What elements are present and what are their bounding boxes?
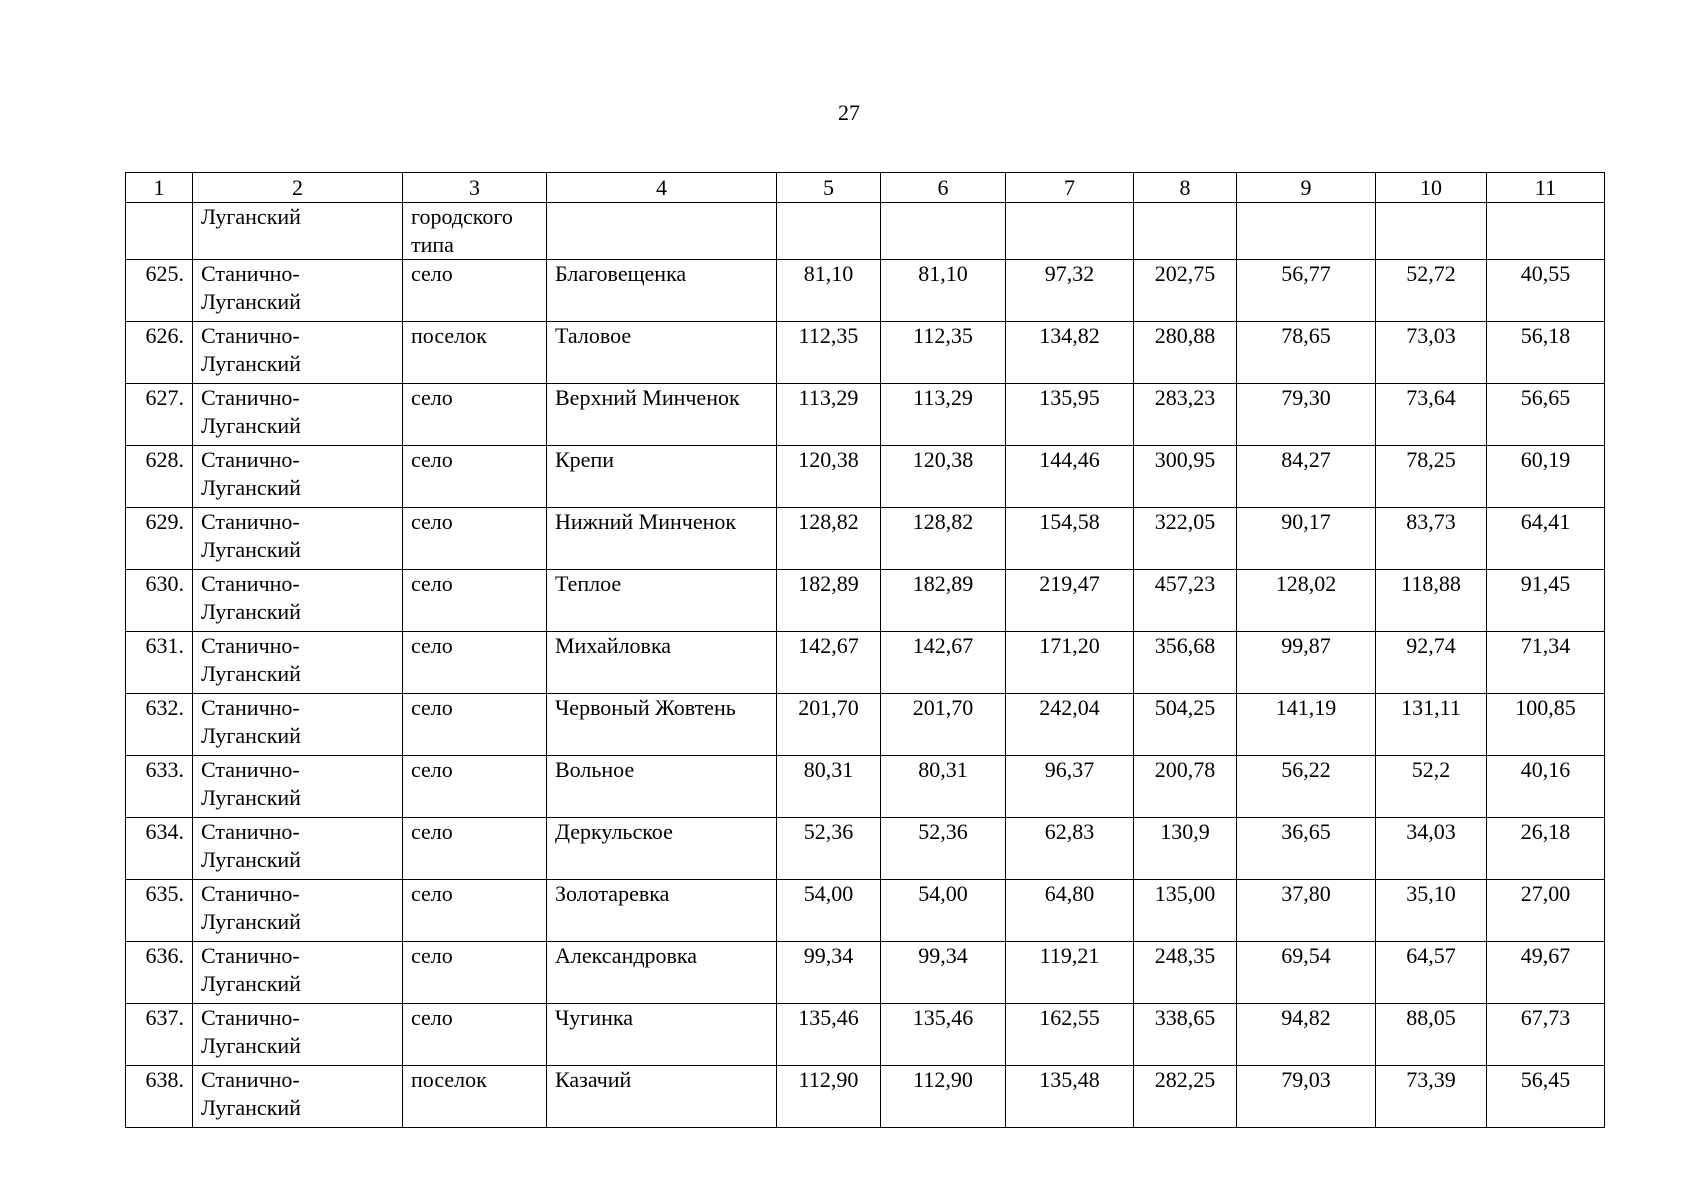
value-cell-col-9: 141,19	[1237, 694, 1376, 756]
value-cell-col-8: 283,23	[1134, 384, 1237, 446]
settlement-type-cell: городского типа	[403, 203, 547, 260]
value-cell-col-10: 73,39	[1376, 1066, 1487, 1128]
value-cell-col-7: 171,20	[1006, 632, 1134, 694]
value-cell-col-8: 135,00	[1134, 880, 1237, 942]
row-number-cell: 637.	[126, 1004, 193, 1066]
value-cell-col-6: 182,89	[881, 570, 1006, 632]
value-cell-col-11: 91,45	[1487, 570, 1605, 632]
settlement-type-cell: село	[403, 880, 547, 942]
value-cell-col-8: 356,68	[1134, 632, 1237, 694]
value-cell-col-10	[1376, 203, 1487, 260]
table-row	[126, 1066, 1605, 1128]
district-cell: Станично-Луганский	[193, 384, 403, 446]
settlement-type-cell: село	[403, 694, 547, 756]
settlement-type-cell: село	[403, 818, 547, 880]
value-cell-col-10: 92,74	[1376, 632, 1487, 694]
value-cell-col-8: 202,75	[1134, 260, 1237, 322]
value-cell-col-8: 457,23	[1134, 570, 1237, 632]
value-cell-col-11: 27,00	[1487, 880, 1605, 942]
settlement-type-cell: село	[403, 384, 547, 446]
column-header-3: 3	[403, 173, 547, 203]
table-row	[126, 508, 1605, 570]
table-row	[126, 384, 1605, 446]
row-number-cell: 634.	[126, 818, 193, 880]
district-cell: Станично-Луганский	[193, 446, 403, 508]
value-cell-col-5: 80,31	[777, 756, 881, 818]
value-cell-col-11: 64,41	[1487, 508, 1605, 570]
value-cell-col-6: 99,34	[881, 942, 1006, 1004]
row-number-cell: 625.	[126, 260, 193, 322]
settlement-type-cell: село	[403, 260, 547, 322]
value-cell-col-10: 73,03	[1376, 322, 1487, 384]
value-cell-col-5: 99,34	[777, 942, 881, 1004]
value-cell-col-10: 118,88	[1376, 570, 1487, 632]
value-cell-col-8: 130,9	[1134, 818, 1237, 880]
table-row	[126, 818, 1605, 880]
value-cell-col-5: 135,46	[777, 1004, 881, 1066]
row-number-cell: 638.	[126, 1066, 193, 1128]
row-number-cell: 628.	[126, 446, 193, 508]
row-number-cell: 633.	[126, 756, 193, 818]
value-cell-col-5: 81,10	[777, 260, 881, 322]
value-cell-col-7: 162,55	[1006, 1004, 1134, 1066]
value-cell-col-9: 79,30	[1237, 384, 1376, 446]
value-cell-col-5: 128,82	[777, 508, 881, 570]
value-cell-col-11: 56,18	[1487, 322, 1605, 384]
settlement-name-cell: Червоный Жовтень	[547, 694, 777, 756]
table-row	[126, 446, 1605, 508]
value-cell-col-7: 219,47	[1006, 570, 1134, 632]
district-cell: Станично-Луганский	[193, 694, 403, 756]
value-cell-col-11: 40,16	[1487, 756, 1605, 818]
value-cell-col-5: 52,36	[777, 818, 881, 880]
settlement-name-cell: Верхний Минченок	[547, 384, 777, 446]
value-cell-col-9: 84,27	[1237, 446, 1376, 508]
settlement-name-cell: Чугинка	[547, 1004, 777, 1066]
value-cell-col-10: 83,73	[1376, 508, 1487, 570]
settlement-name-cell: Вольное	[547, 756, 777, 818]
district-cell: Станично-Луганский	[193, 322, 403, 384]
settlement-type-cell: село	[403, 632, 547, 694]
value-cell-col-9: 94,82	[1237, 1004, 1376, 1066]
settlement-name-cell: Деркульское	[547, 818, 777, 880]
value-cell-col-10: 34,03	[1376, 818, 1487, 880]
column-header-2: 2	[193, 173, 403, 203]
settlement-type-cell: село	[403, 446, 547, 508]
value-cell-col-8: 200,78	[1134, 756, 1237, 818]
value-cell-col-5: 120,38	[777, 446, 881, 508]
value-cell-col-6	[881, 203, 1006, 260]
value-cell-col-5: 54,00	[777, 880, 881, 942]
column-header-5: 5	[777, 173, 881, 203]
value-cell-col-7: 242,04	[1006, 694, 1134, 756]
value-cell-col-9: 36,65	[1237, 818, 1376, 880]
value-cell-col-8: 282,25	[1134, 1066, 1237, 1128]
value-cell-col-9: 90,17	[1237, 508, 1376, 570]
district-cell: Станично-Луганский	[193, 756, 403, 818]
row-number-cell: 630.	[126, 570, 193, 632]
value-cell-col-9: 37,80	[1237, 880, 1376, 942]
table-row	[126, 694, 1605, 756]
value-cell-col-9: 99,87	[1237, 632, 1376, 694]
value-cell-col-11: 100,85	[1487, 694, 1605, 756]
value-cell-col-7: 119,21	[1006, 942, 1134, 1004]
settlement-name-cell: Казачий	[547, 1066, 777, 1128]
value-cell-col-7: 135,48	[1006, 1066, 1134, 1128]
value-cell-col-10: 78,25	[1376, 446, 1487, 508]
row-number-cell	[126, 203, 193, 260]
value-cell-col-5: 142,67	[777, 632, 881, 694]
value-cell-col-6: 112,90	[881, 1066, 1006, 1128]
value-cell-col-9	[1237, 203, 1376, 260]
row-number-cell: 627.	[126, 384, 193, 446]
settlement-type-cell: поселок	[403, 322, 547, 384]
value-cell-col-11: 71,34	[1487, 632, 1605, 694]
value-cell-col-6: 142,67	[881, 632, 1006, 694]
value-cell-col-9: 56,22	[1237, 756, 1376, 818]
value-cell-col-7	[1006, 203, 1134, 260]
value-cell-col-5: 112,35	[777, 322, 881, 384]
value-cell-col-8: 322,05	[1134, 508, 1237, 570]
table-row	[126, 632, 1605, 694]
settlement-name-cell: Крепи	[547, 446, 777, 508]
value-cell-col-9: 56,77	[1237, 260, 1376, 322]
row-number-cell: 629.	[126, 508, 193, 570]
row-number-cell: 636.	[126, 942, 193, 1004]
table-row	[126, 880, 1605, 942]
settlement-name-cell: Михайловка	[547, 632, 777, 694]
value-cell-col-6: 54,00	[881, 880, 1006, 942]
value-cell-col-8: 248,35	[1134, 942, 1237, 1004]
value-cell-col-11: 56,65	[1487, 384, 1605, 446]
value-cell-col-5: 182,89	[777, 570, 881, 632]
table-row	[126, 1004, 1605, 1066]
value-cell-col-10: 52,2	[1376, 756, 1487, 818]
value-cell-col-9: 69,54	[1237, 942, 1376, 1004]
row-number-cell: 626.	[126, 322, 193, 384]
table-header	[126, 173, 1605, 203]
value-cell-col-6: 120,38	[881, 446, 1006, 508]
value-cell-col-11	[1487, 203, 1605, 260]
district-cell: Станично-Луганский	[193, 508, 403, 570]
value-cell-col-7: 134,82	[1006, 322, 1134, 384]
column-header-9: 9	[1237, 173, 1376, 203]
value-cell-col-5: 113,29	[777, 384, 881, 446]
value-cell-col-7: 96,37	[1006, 756, 1134, 818]
value-cell-col-11: 67,73	[1487, 1004, 1605, 1066]
column-header-6: 6	[881, 173, 1006, 203]
district-cell: Станично-Луганский	[193, 1066, 403, 1128]
value-cell-col-6: 135,46	[881, 1004, 1006, 1066]
value-cell-col-6: 81,10	[881, 260, 1006, 322]
page-number: 27	[838, 100, 860, 125]
table-row	[126, 756, 1605, 818]
value-cell-col-7: 64,80	[1006, 880, 1134, 942]
value-cell-col-6: 201,70	[881, 694, 1006, 756]
settlement-type-cell: село	[403, 570, 547, 632]
value-cell-col-8: 338,65	[1134, 1004, 1237, 1066]
column-header-7: 7	[1006, 173, 1134, 203]
table-row	[126, 570, 1605, 632]
row-number-cell: 632.	[126, 694, 193, 756]
district-cell: Станично-Луганский	[193, 942, 403, 1004]
value-cell-col-6: 128,82	[881, 508, 1006, 570]
value-cell-col-5: 201,70	[777, 694, 881, 756]
table-row	[126, 322, 1605, 384]
column-header-1: 1	[126, 173, 193, 203]
table-row-continuation	[126, 203, 1605, 260]
settlement-type-cell: село	[403, 508, 547, 570]
value-cell-col-10: 131,11	[1376, 694, 1487, 756]
settlement-name-cell: Таловое	[547, 322, 777, 384]
district-cell: Станично-Луганский	[193, 570, 403, 632]
data-table	[125, 172, 1605, 1128]
district-cell: Луганский	[193, 203, 403, 260]
value-cell-col-8: 300,95	[1134, 446, 1237, 508]
table-row	[126, 942, 1605, 1004]
value-cell-col-8: 504,25	[1134, 694, 1237, 756]
value-cell-col-11: 56,45	[1487, 1066, 1605, 1128]
value-cell-col-9: 128,02	[1237, 570, 1376, 632]
value-cell-col-10: 35,10	[1376, 880, 1487, 942]
settlement-name-cell: Благовещенка	[547, 260, 777, 322]
value-cell-col-10: 64,57	[1376, 942, 1487, 1004]
settlement-type-cell: село	[403, 756, 547, 818]
value-cell-col-7: 135,95	[1006, 384, 1134, 446]
table-body	[126, 203, 1605, 1128]
value-cell-col-5	[777, 203, 881, 260]
district-cell: Станично-Луганский	[193, 632, 403, 694]
value-cell-col-7: 62,83	[1006, 818, 1134, 880]
column-header-11: 11	[1487, 173, 1605, 203]
settlement-name-cell: Нижний Минченок	[547, 508, 777, 570]
value-cell-col-10: 73,64	[1376, 384, 1487, 446]
value-cell-col-11: 60,19	[1487, 446, 1605, 508]
value-cell-col-7: 154,58	[1006, 508, 1134, 570]
value-cell-col-10: 88,05	[1376, 1004, 1487, 1066]
column-header-10: 10	[1376, 173, 1487, 203]
value-cell-col-7: 97,32	[1006, 260, 1134, 322]
settlement-name-cell: Теплое	[547, 570, 777, 632]
district-cell: Станично-Луганский	[193, 260, 403, 322]
header-row	[126, 173, 1605, 203]
settlement-name-cell: Александровка	[547, 942, 777, 1004]
district-cell: Станично-Луганский	[193, 880, 403, 942]
settlement-name-cell: Золотаревка	[547, 880, 777, 942]
value-cell-col-6: 80,31	[881, 756, 1006, 818]
value-cell-col-7: 144,46	[1006, 446, 1134, 508]
row-number-cell: 631.	[126, 632, 193, 694]
value-cell-col-5: 112,90	[777, 1066, 881, 1128]
settlement-type-cell: село	[403, 1004, 547, 1066]
value-cell-col-6: 112,35	[881, 322, 1006, 384]
value-cell-col-10: 52,72	[1376, 260, 1487, 322]
value-cell-col-8	[1134, 203, 1237, 260]
settlement-name-cell	[547, 203, 777, 260]
value-cell-col-8: 280,88	[1134, 322, 1237, 384]
district-cell: Станично-Луганский	[193, 1004, 403, 1066]
table-row	[126, 260, 1605, 322]
value-cell-col-11: 26,18	[1487, 818, 1605, 880]
value-cell-col-6: 52,36	[881, 818, 1006, 880]
settlement-type-cell: село	[403, 942, 547, 1004]
value-cell-col-11: 40,55	[1487, 260, 1605, 322]
row-number-cell: 635.	[126, 880, 193, 942]
settlement-type-cell: поселок	[403, 1066, 547, 1128]
value-cell-col-6: 113,29	[881, 384, 1006, 446]
column-header-4: 4	[547, 173, 777, 203]
district-cell: Станично-Луганский	[193, 818, 403, 880]
value-cell-col-9: 78,65	[1237, 322, 1376, 384]
value-cell-col-9: 79,03	[1237, 1066, 1376, 1128]
column-header-8: 8	[1134, 173, 1237, 203]
value-cell-col-11: 49,67	[1487, 942, 1605, 1004]
